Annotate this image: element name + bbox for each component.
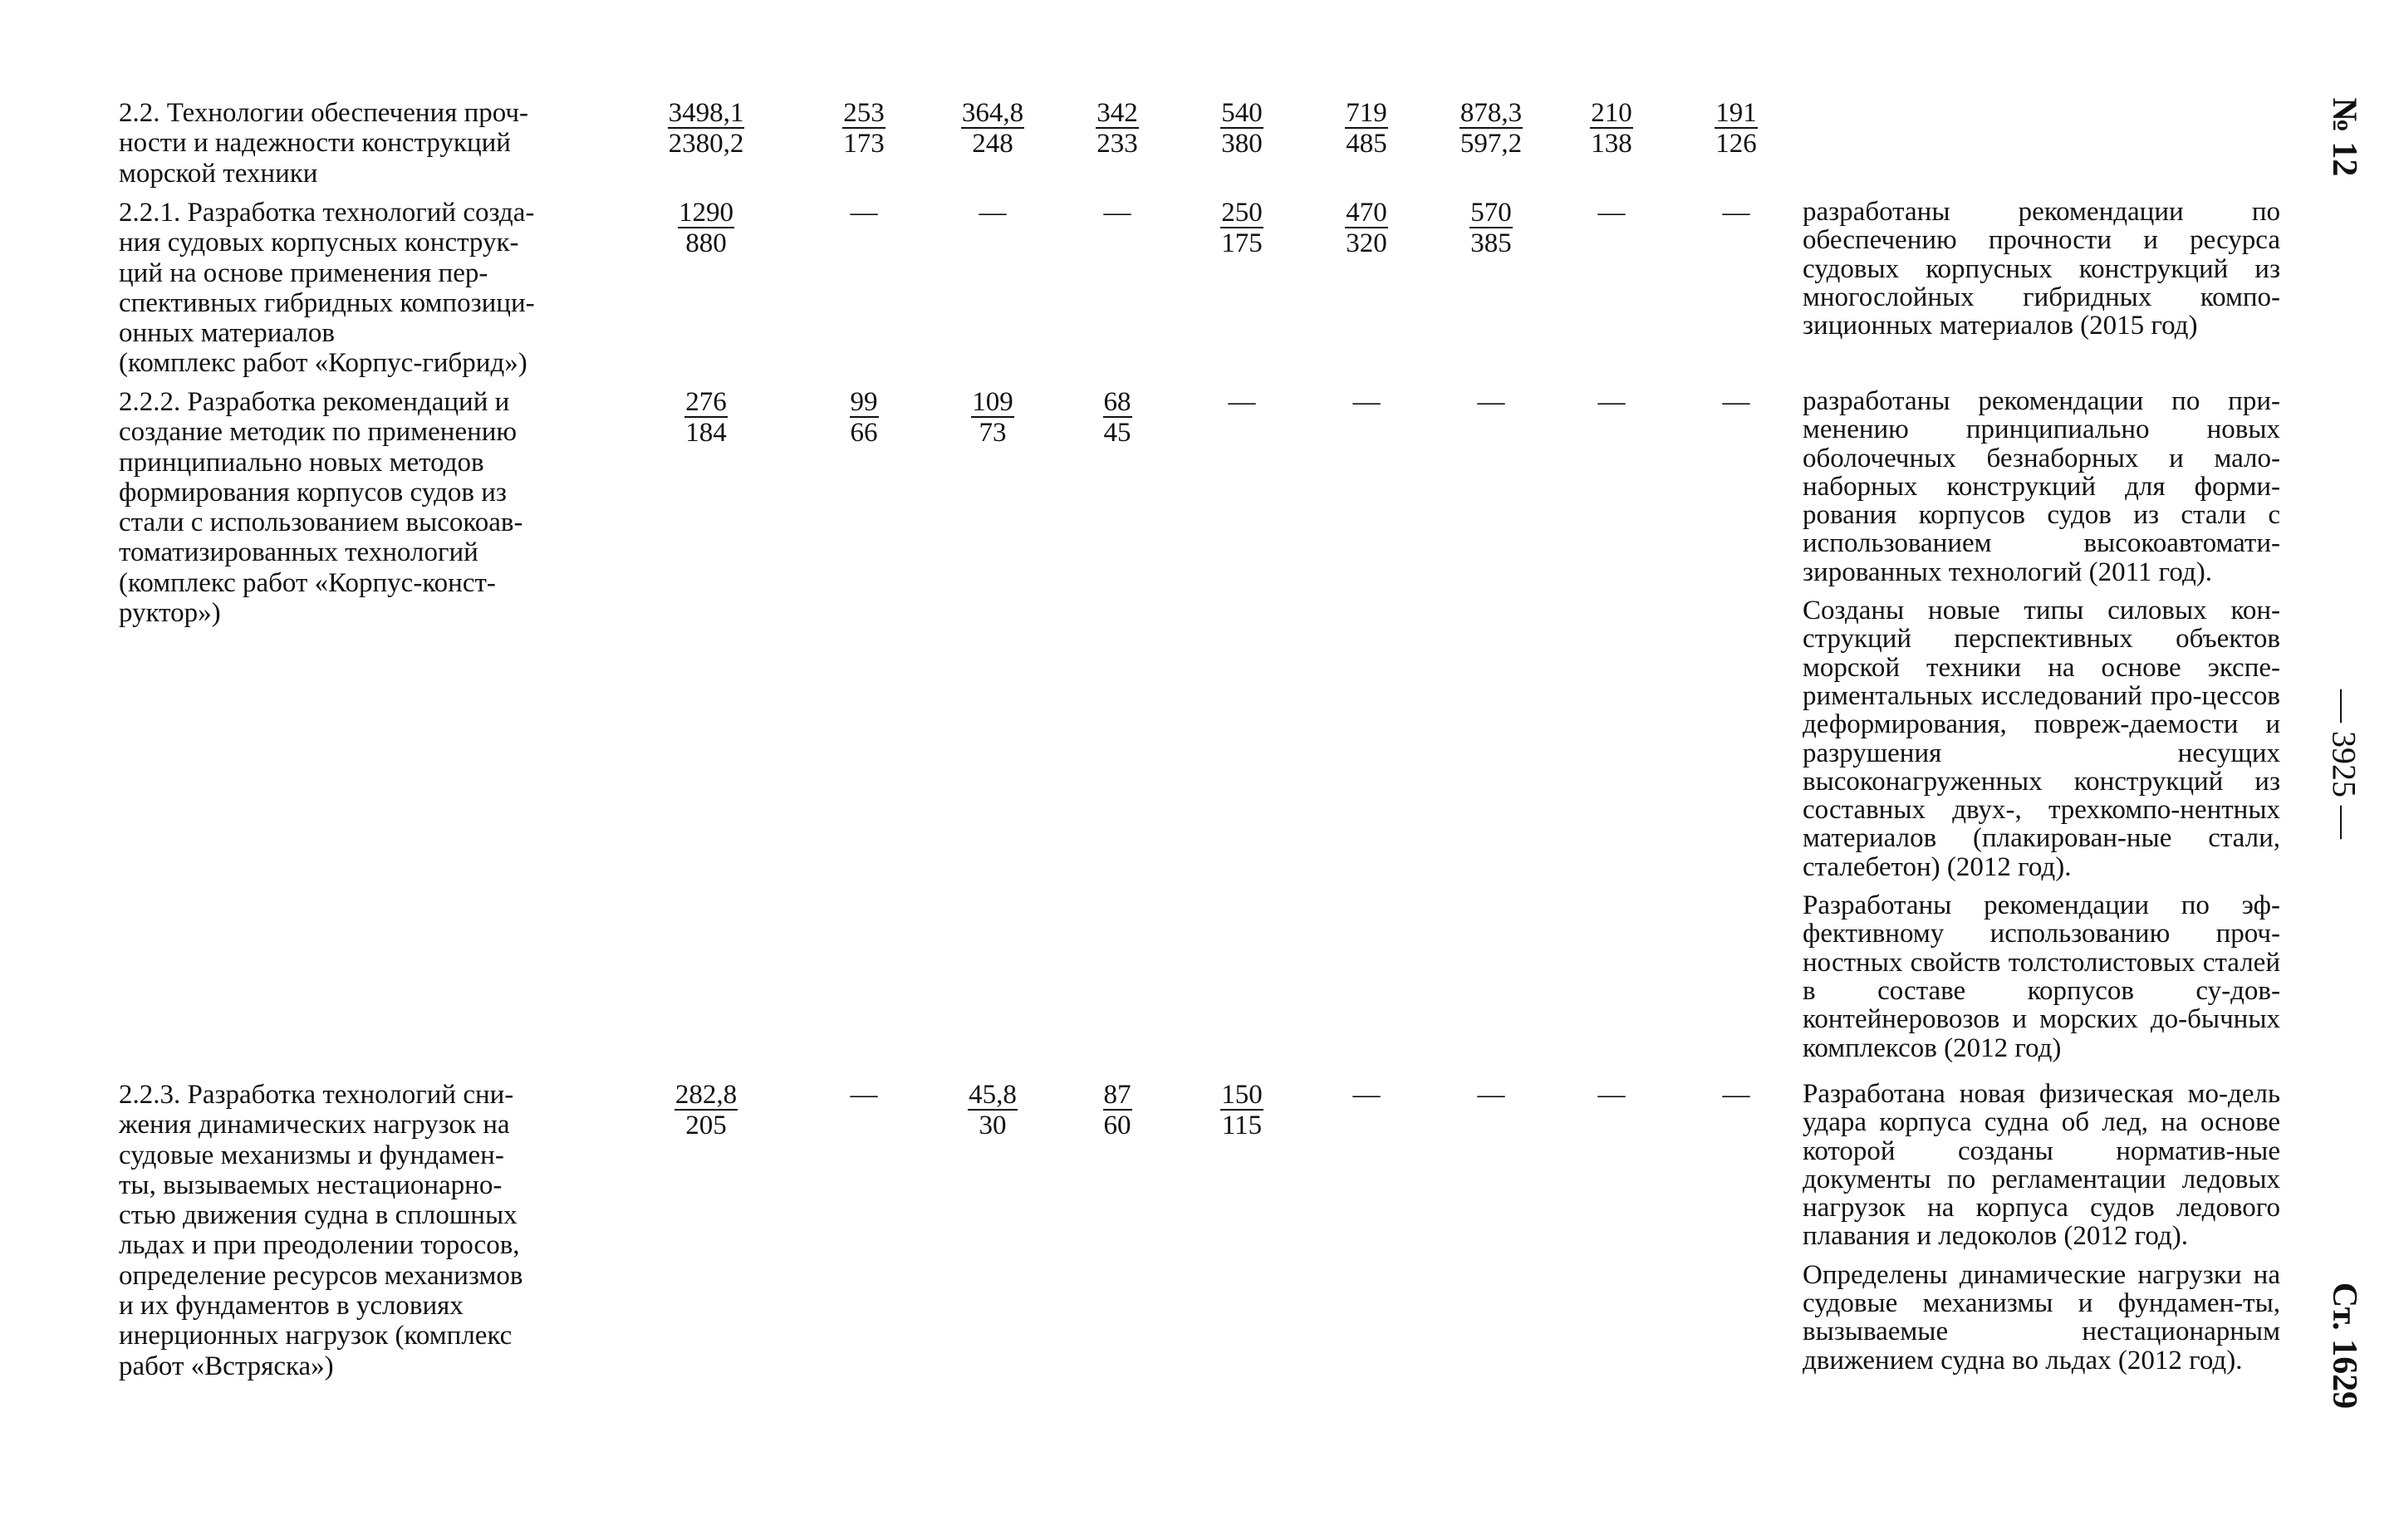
empty-dash: — (850, 198, 878, 228)
empty-dash: — (1597, 1080, 1626, 1110)
value-numerator: 87 (1103, 1080, 1131, 1110)
empty-dash: — (979, 198, 1007, 228)
value-denominator: 115 (1221, 1111, 1263, 1140)
measure-description: 2.2.3. Разработка технологий сни- жения динамических нагрузок на судовые механизмы и фундамен- ты, вызываемых нестационарно- стью движения судна в сплошных льдах и при преодолении торосов, определение ресурсов механизмов и их фундаментов в условиях инерционных нагрузок (комплекс работ «Встряска») (119, 1080, 523, 1381)
value-denominator: 880 (685, 228, 727, 258)
value-cell (1072, 387, 1163, 448)
empty-dash: — (1597, 198, 1626, 228)
table-row (0, 198, 2404, 380)
value-numerator: 342 (1097, 98, 1138, 128)
value-cell (1317, 198, 1416, 258)
value-numerator: 282,8 (675, 1080, 738, 1110)
result-paragraph: Разработаны рекомендации по эф-фективному использованию проч-ностных свойств толстолистовых сталей в составе корпусов су-дов-контейнеровозов и морских до-бычных комплексов (2012 год) (1803, 890, 2280, 1063)
value-cell (1192, 1080, 1292, 1140)
value-numerator: 253 (843, 98, 885, 128)
measure-description: 2.2.2. Разработка рекомендаций и создание методик по применению принципиально новых методов формирования корпусов судов из стали с использованием высокоав- томатизированных технологий (комплекс работ «Корпус-конст- руктор») (119, 387, 523, 629)
result-paragraph: Разработана новая физическая мо-дель удара корпуса судна об лед, на основе которой созданы норматив-ные документы по регламентации ледовых нагрузок на корпуса судов ледового плавания и ледоколов (2012 год). (1803, 1079, 2280, 1252)
measure-description: 2.2.1. Разработка технологий созда- ния судовых корпусных конструк- ций на основе применения пер- спективных гибридных композици- онных материалов (комплекс работ «Корпус-гибрид») (119, 198, 535, 379)
value-denominator: 320 (1346, 228, 1387, 258)
value-cell (1686, 98, 1786, 159)
value-cell (1317, 1080, 1416, 1110)
result-paragraph: разработаны рекомендации по обеспечению прочности и ресурса судовых корпусных конструкций из многослойных гибридных компо-зиционных материалов (2015 год) (1803, 197, 2280, 341)
empty-dash: — (1103, 198, 1131, 228)
value-numerator: 109 (972, 387, 1013, 417)
result-paragraph: разработаны рекомендации по при-менению принципиально новых оболочечных безнаборных и мало-наборных конструкций для форми-рования корпусов судов из стали с использованием высокоавтомати-зированных технологий (2011 год). (1803, 386, 2280, 587)
value-denominator: 233 (1097, 129, 1138, 159)
value-cell (656, 198, 756, 258)
page-margin-header (2284, 0, 2404, 1540)
value-cell (939, 98, 1047, 159)
value-numerator: 878,3 (1460, 98, 1523, 128)
value-cell (939, 387, 1047, 448)
value-numerator: 3498,1 (668, 98, 744, 128)
value-cell (1566, 387, 1657, 417)
value-denominator: 173 (843, 129, 885, 159)
value-denominator: 138 (1591, 129, 1632, 159)
value-cell (822, 387, 905, 448)
article-number: Ст. 1629 (2325, 1282, 2363, 1410)
table-row (0, 98, 2404, 198)
value-cell (1566, 198, 1657, 228)
empty-dash: — (1722, 387, 1750, 417)
value-numerator: 210 (1591, 98, 1632, 128)
table-row (0, 387, 2404, 1077)
value-cell (1437, 98, 1545, 159)
value-denominator: 380 (1221, 129, 1263, 159)
result-paragraph: Созданы новые типы силовых кон-струкций перспективных объектов морской техники на основе экспе-риментальных исследований про-цессов деформирования, повреж-даемости и разрушения несущих высоконагруженных конструкций из составных двух-, трехкомпо-нентных материалов (плакирован-ные стали, сталебетон) (2012 год). (1803, 596, 2280, 882)
value-denominator: 385 (1470, 228, 1512, 258)
value-cell (939, 198, 1047, 228)
value-cell (822, 1080, 905, 1110)
value-cell (1317, 387, 1416, 417)
empty-dash: — (1597, 387, 1626, 417)
value-cell (656, 98, 756, 159)
value-cell (1192, 387, 1292, 417)
value-cell (656, 1080, 756, 1140)
value-numerator: 191 (1715, 98, 1757, 128)
empty-dash: — (1477, 1080, 1505, 1110)
value-cell (1192, 198, 1292, 258)
value-numerator: 719 (1346, 98, 1387, 128)
value-cell (1686, 198, 1786, 228)
empty-dash: — (1722, 198, 1750, 228)
value-cell (1566, 1080, 1657, 1110)
measure-description: 2.2. Технологии обеспечения проч- ности и надежности конструкций морской техники (119, 98, 529, 189)
value-cell (1072, 98, 1163, 159)
value-denominator: 2380,2 (668, 129, 744, 159)
value-numerator: 250 (1221, 198, 1263, 228)
empty-dash: — (1352, 387, 1381, 417)
value-cell (656, 387, 756, 448)
value-cell (1437, 198, 1545, 258)
value-numerator: 470 (1346, 198, 1387, 228)
expected-result (1803, 387, 2280, 1072)
value-denominator: 597,2 (1460, 129, 1523, 159)
value-cell (1072, 1080, 1163, 1140)
value-numerator: 68 (1103, 387, 1131, 417)
result-paragraph: Определены динамические нагрузки на судовые механизмы и фундамен-ты, вызываемые нестационарным движением судна во льдах (2012 год). (1803, 1259, 2280, 1376)
value-numerator: 1290 (679, 198, 733, 228)
empty-dash: — (1352, 1080, 1381, 1110)
value-cell (939, 1080, 1047, 1140)
empty-dash: — (1228, 387, 1256, 417)
value-cell (822, 198, 905, 228)
value-numerator: 570 (1470, 198, 1512, 228)
value-denominator: 66 (850, 418, 878, 448)
value-denominator: 126 (1715, 129, 1757, 159)
value-cell (1437, 387, 1545, 417)
value-denominator: 30 (979, 1111, 1007, 1140)
value-denominator: 73 (979, 418, 1007, 448)
value-numerator: 99 (850, 387, 878, 417)
expected-result (1803, 198, 2280, 350)
value-cell (1192, 98, 1292, 159)
issue-number: № 12 (2325, 97, 2363, 177)
value-denominator: 485 (1346, 129, 1387, 159)
value-cell (822, 98, 905, 159)
value-numerator: 276 (685, 387, 727, 417)
empty-dash: — (850, 1080, 878, 1110)
value-denominator: 175 (1221, 228, 1263, 258)
value-denominator: 248 (972, 129, 1013, 159)
value-numerator: 364,8 (961, 98, 1024, 128)
value-denominator: 184 (685, 418, 727, 448)
value-denominator: 45 (1103, 418, 1131, 448)
value-numerator: 150 (1221, 1080, 1263, 1110)
empty-dash: — (1722, 1080, 1750, 1110)
value-cell (1686, 1080, 1786, 1110)
table-row (0, 1080, 2404, 1437)
empty-dash: — (1477, 387, 1505, 417)
value-cell (1686, 387, 1786, 417)
page-number: — 3925 — (2325, 689, 2363, 839)
value-denominator: 60 (1103, 1111, 1131, 1140)
value-cell (1437, 1080, 1545, 1110)
expected-result (1803, 1080, 2280, 1385)
value-denominator: 205 (685, 1111, 727, 1140)
value-cell (1317, 98, 1416, 159)
value-cell (1072, 198, 1163, 228)
value-numerator: 45,8 (969, 1080, 1017, 1110)
value-numerator: 540 (1221, 98, 1263, 128)
value-cell (1566, 98, 1657, 159)
